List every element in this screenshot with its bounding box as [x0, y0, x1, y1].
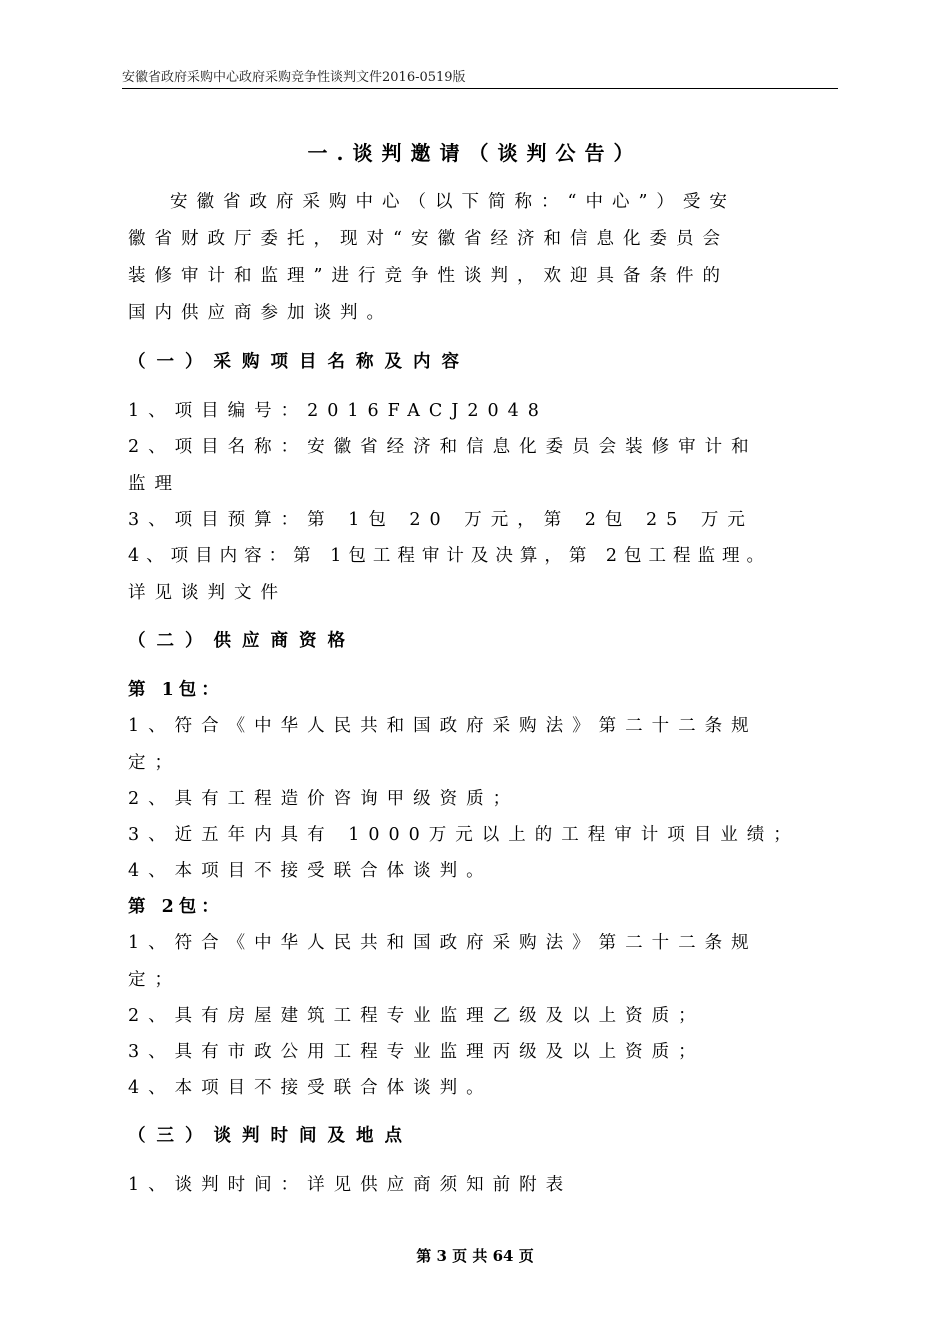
list-item: 3、具有市政公用工程专业监理丙级及以上资质；	[128, 1042, 705, 1062]
list-item: 4、项目内容：第 1包工程审计及决算，第 2包工程监理。	[128, 546, 772, 566]
list-item: 定；	[128, 753, 181, 773]
list-item: 4、本项目不接受联合体谈判。	[128, 861, 493, 881]
list-item: 1、符合《中华人民共和国政府采购法》第二十二条规	[128, 716, 758, 736]
page-footer: 第 3 页 共 64 页	[416, 1247, 534, 1265]
list-item: 1、项目编号：2016FACJ2048	[128, 401, 548, 421]
list-item: 1、符合《中华人民共和国政府采购法》第二十二条规	[128, 933, 758, 953]
section-heading: （二）供应商资格	[128, 631, 356, 651]
intro-line: 装修审计和监理”进行竞争性谈判，欢迎具备条件的	[128, 266, 729, 286]
page-title: 一.谈判邀请（谈判公告）	[307, 141, 643, 165]
section-heading: （一）采购项目名称及内容	[128, 352, 470, 372]
list-item: 定；	[128, 970, 181, 990]
list-item: 3、项目预算：第 1包 20 万元，第 2包 25 万元	[128, 510, 754, 530]
intro-line: 徽省财政厅委托，现对“安徽省经济和信息化委员会	[128, 229, 729, 249]
intro-line: 安徽省政府采购中心（以下简称：“中心”）受安	[170, 192, 736, 212]
list-item: 2、具有工程造价咨询甲级资质；	[128, 789, 520, 809]
package-label: 第 1包：	[128, 680, 224, 700]
list-item: 1、谈判时间：详见供应商须知前附表	[128, 1175, 573, 1195]
page-header: 安徽省政府采购中心政府采购竞争性谈判文件2016-0519版	[122, 66, 838, 89]
list-item: 详见谈判文件	[128, 583, 287, 603]
section-heading: （三）谈判时间及地点	[128, 1126, 413, 1146]
list-item: 2、项目名称：安徽省经济和信息化委员会装修审计和	[128, 437, 758, 457]
list-item: 2、具有房屋建筑工程专业监理乙级及以上资质；	[128, 1006, 705, 1026]
package-label: 第 2包：	[128, 897, 224, 917]
intro-line: 国内供应商参加谈判。	[128, 303, 393, 323]
list-item: 4、本项目不接受联合体谈判。	[128, 1078, 493, 1098]
list-item: 监理	[128, 474, 181, 494]
list-item: 3、近五年内具有 1000万元以上的工程审计项目业绩；	[128, 825, 800, 845]
